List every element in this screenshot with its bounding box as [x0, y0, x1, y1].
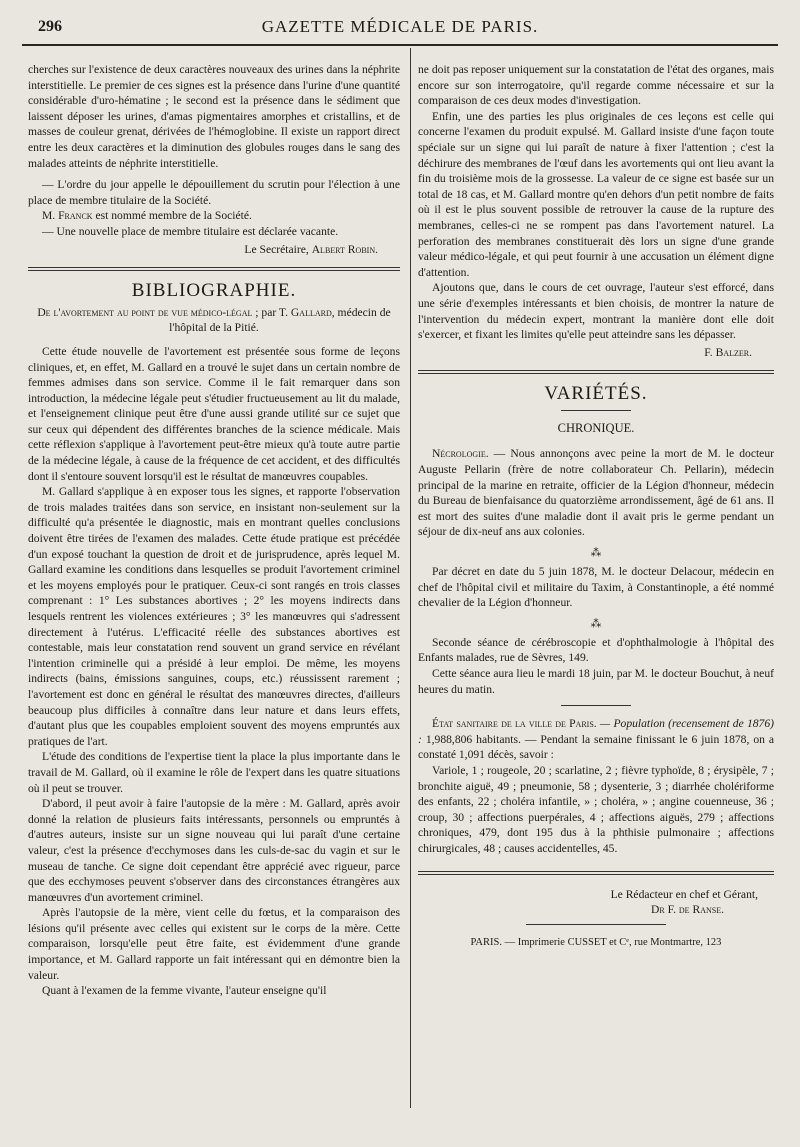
necrology-label: Nécrologie. — [432, 447, 489, 461]
deaths-list: Variole, 1 ; rougeole, 20 ; scarlatine, 2 ; fièvre typhoïde, 8 ; érysipèle, 7 ; bronchite aiguë, 49 ; pneumonie, 58 ; dysenterie, 3 ; diarrhée cholériforme des enfants, 22 ; choléra infantile, » ; choléra, » ; angine couenneuse, 36 ; croup, 30 ; affections puerpérales, 4 ; affections aiguës, 279 ; affections chroniques, 479, dont 195 dus à la phthisie pulmonaire ; affections chirurgicales, 48 ; causes accidentelles, 45. — [418, 763, 774, 855]
book-title-by: ; par T. — [252, 305, 291, 319]
population-label: — Population (recensement de 1876) : — [418, 717, 774, 746]
review-paragraph-2: M. Gallard s'applique à en exposer tous les signes, et rapporte l'observation de trois malades traitées dans son service, en insistant non-seulement sur la difficulté qu'a présentée le diagnostic, mais en montrant quelles conclusions doivent être tirées de l'examen des malades. Cette étude pratique est précédée d'un exposé touchant la question de droit et de jurisprudence, après lequel M. Gallard examine les conditions dans lesquelles se produit l'avortement criminel et les moyens employés pour le pratiquer. Ceux-ci sont rangés en trois classes comprenant : 1° Les substances abortives ; 2° les moyens indirects dans lesquels rentrent les violences extérieures ; 3° les manœuvres qui s'adressent directement à l'utérus. L'efficacité réelle des substances abortives est contestable, mais leur constatation rend souvent un grand service en révélant l'intention criminelle qui a présidé à leur emploi. De même, les moyens indirects (bains, émissions sanguines, coups, etc.) réussissent rarement ; l'avortement est donc en général le résultat des manœuvres directes, d'ailleurs beaucoup plus difficiles à connaître dans leur nature et dans leurs effets, d'autant plus que les coupables emploient souvent des moyens empruntés aux pratiques de l'art. — [28, 485, 400, 748]
signature-prefix: Le Secrétaire, — [244, 242, 312, 256]
page-header — [22, 14, 778, 40]
book-author-role: , médecin de l'hôpital de la Pitié. — [169, 305, 391, 335]
review-paragraph-4: D'abord, il peut avoir à faire l'autopsie de la mère : M. Gallard, après avoir donné la relation de plusieurs faits intéressants, personnels ou empruntés à d'autres auteurs, insiste sur un signe nouveau qui lui paraît d'une certaine valeur, c'est la présence d'ecchymoses dans les culs-de-sac du vagin et sur le museau de tanche. Ce signe doit cependant être apprécié avec rigueur, parce que des ecchymoses peuvent s'observer dans des circonstances étrangères aux manœuvres d'un avortement criminel. — [28, 797, 400, 904]
varietes-heading: VARIÉTÉS. — [544, 383, 648, 405]
book-author: Gallard — [290, 305, 332, 319]
right-column — [418, 62, 774, 950]
short-rule — [561, 410, 631, 411]
printer-imprint: PARIS. — Imprimerie CUSSET et Cᵉ, rue Montmartre, 123 — [470, 936, 722, 948]
decree-paragraph: Par décret en date du 5 juin 1878, M. le docteur Delacour, médecin en chef de l'hôpital civil et militaire du Taxim, à Constantinople, a été nommé chevalier de la Légion d'honneur. — [418, 565, 774, 610]
signature-name: Albert Robin. — [311, 242, 378, 256]
short-rule-2 — [561, 705, 631, 706]
asterism-1: ⁂ — [590, 547, 602, 560]
secretary-signature — [28, 242, 400, 258]
review-paragraph-1: Cette étude nouvelle de l'avortement est présentée sous forme de leçons cliniques, et, en effet, M. Gallard en a trouvé le sujet dans un certain nombre de femmes admises dans son service. Comme il le fait remarquer dans son introduction, la médecine légale peut s'étudier fructueusement au lit du malade, et l'enseignement clinique peut être d'une aussi grande utilité sur ce sujet que sur ceux qui dépendent des différentes branches de la science médicale. Mais cette réflexion s'applique à l'avortement peut-être mieux qu'à toute autre partie de la médecine légale, à cause de la fréquence de cet accident, et des difficultés dont il s'entoure souvent lorsqu'il est le résultat de manœuvres coupables. — [28, 344, 400, 483]
bibliography-heading: BIBLIOGRAPHIE. — [131, 280, 297, 302]
necrology-paragraph — [418, 446, 774, 540]
deaths-summary: — Pendant la semaine finissant le 6 juin 1878, on a constaté 1,091 décès, savoir : — [418, 732, 775, 762]
vacancy-paragraph: — Une nouvelle place de membre titulaire est déclarée vacante. — [42, 224, 339, 238]
book-title-main: De l'avortement au point de vue médico-légal — [37, 305, 253, 319]
review-continuation: ne doit pas reposer uniquement sur la constatation de l'état des organes, mais encore sur son interrogatoire, qu'il regarde comme nécessaire et sur la comparaison de ces deux modes d'investigation. — [418, 63, 774, 108]
population-value: 1,988,806 habitants. — [425, 732, 521, 746]
header-rule — [22, 44, 778, 46]
member-name: M. Franck — [42, 209, 93, 223]
review-paragraph-5: Après l'autopsie de la mère, vient celle du fœtus, et la comparaison des lésions qu'il présente avec celles qui existent sur le corps de la mère. Cette comparaison, lorsqu'elle peut être faite, est évidemment d'une grande importance, et M. Gallard rapporte un fait intéressant qui en démontre bien la valeur. — [28, 906, 400, 982]
asterism-2: ⁂ — [590, 617, 602, 630]
editor-line: Le Rédacteur en chef et Gérant, — [610, 887, 758, 901]
session-paragraph: Seconde séance de cérébroscopie et d'ophthalmologie à l'hôpital des Enfants malades, rue de Sèvres, 149. — [418, 635, 774, 665]
health-report-intro — [418, 716, 774, 763]
imprint-rule — [526, 924, 666, 925]
review-paragraph-3: L'étude des conditions de l'expertise tient la place la plus importante dans le travail de M. Gallard, où il examine le rôle de l'expert dans les quatre situations où il peut se trouver. — [28, 750, 400, 795]
section-divider — [418, 871, 774, 875]
section-divider — [418, 370, 774, 374]
page-title: GAZETTE MÉDICALE DE PARIS. — [261, 17, 539, 36]
nomination-paragraph — [28, 208, 400, 224]
session-date-paragraph: Cette séance aura lieu le mardi 18 juin, par M. le docteur Bouchut, à neuf heures du matin. — [418, 667, 774, 696]
column-separator — [410, 48, 411, 1108]
reviewer-signature: F. Balzer. — [704, 345, 752, 359]
page-number: 296 — [38, 18, 62, 35]
chronique-heading: CHRONIQUE. — [557, 420, 635, 435]
section-divider — [28, 267, 400, 271]
nomination-text: est nommé membre de la Société. — [92, 209, 252, 223]
left-column — [28, 62, 400, 999]
review-paragraph-6: Quant à l'examen de la femme vivante, l'auteur enseigne qu'il — [42, 984, 327, 998]
editor-name: Dr F. de Ranse. — [650, 903, 724, 917]
health-report-label: État sanitaire de la ville de Paris. — [432, 717, 597, 731]
review-paragraph-8: Ajoutons que, dans le cours de cet ouvrage, l'auteur s'est efforcé, dans une série d'exemples intéressants et bien choisis, de montrer la nature de l'intervention du médecin expert, montrant la manière dont elle doit s'exercer, et fixant les limites qu'elle peut atteindre sans les dépasser. — [418, 281, 774, 342]
book-title — [28, 305, 400, 336]
review-paragraph-7: Enfin, une des parties les plus originales de ces leçons est celle qui concerne l'examen du produit expulsé. M. Gallard insiste d'une façon toute spéciale sur un signe qui lui paraît de nature à fixer l'attention ; c'est la déchirure des membranes de l'œuf dans les avortements qui ont lieu avant la fin du troisième mois de la grossesse. La valeur de ce signe est basée sur un total de 18 cas, et M. Gallard montre qu'en dehors d'un petit nombre de faits où il est le plus souvent possible de retrouver la cause de la rupture des membranes, celles-ci ne se rompent pas dans l'avortement naturel. La perforation des membranes constituerait dès lors un signe d'une grande valeur médico-légale, et qui peut fournir à une accusation un élément digne d'attention. — [418, 109, 774, 279]
necrology-text: — Nous annonçons avec peine la mort de M. le docteur Auguste Pellarin (frère de notre collaborateur Ch. Pellarin), médecin principal de la marine en retraite, officier de la Légion d'honneur, médecin du Bureau de bienfaisance du quatorzième arrondissement, âgé de 61 ans. Il est mort des suites d'une maladie dont il avait pris le germe pendant un séjour de dix-neuf ans aux colonies. — [418, 447, 774, 539]
election-paragraph: — L'ordre du jour appelle le dépouillement du scrutin pour l'élection à une place de membre titulaire de la Société. — [28, 178, 400, 207]
society-report-text: cherches sur l'existence de deux caractères nouveaux des urines dans la néphrite interstitielle. Le premier de ces signes est la présence dans l'urine d'une quantité considérable d'uro-hématine ; le second est la présence dans le sédiment que laissent déposer les urines, d'amas pigmentaires amorphes et cristallins, et de masses de couleur grenat, dérivées de l'hémoglobine. Il existe un rapport direct entre les deux caractères et la diminution des globules rouges dans le sang des malades atteints de néphrite interstitielle. — [28, 63, 400, 170]
